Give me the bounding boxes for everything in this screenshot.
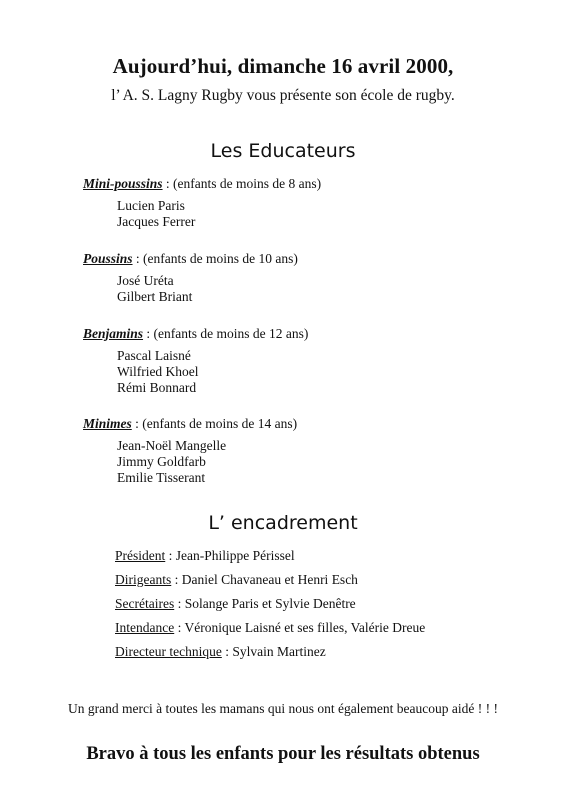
educator-name: Pascal Laisné	[117, 348, 191, 363]
educator-name: Jimmy Goldfarb	[117, 454, 206, 469]
group-description: : (enfants de moins de 8 ans)	[162, 176, 322, 191]
staff-row-dirigeants	[115, 572, 425, 596]
educator-name: Wilfried Khoel	[117, 364, 199, 379]
staff-row-president	[115, 548, 425, 572]
staff-value: : Jean-Philippe Périssel	[165, 548, 295, 563]
thanks-message: Un grand merci à toutes les mamans qui nous ont également beaucoup aidé ! ! !	[68, 701, 498, 716]
educator-name: Jean-Noël Mangelle	[117, 438, 227, 453]
educator-name: José Uréta	[117, 273, 174, 288]
staff-value: : Solange Paris et Sylvie Denêtre	[174, 596, 356, 611]
staff-role: Directeur technique	[115, 644, 222, 659]
group-header	[83, 326, 308, 342]
staff-value: : Daniel Chavaneau et Henri Esch	[171, 572, 358, 587]
bravo-message: Bravo à tous les enfants pour les résultats obtenus	[86, 744, 480, 764]
group-description: : (enfants de moins de 10 ans)	[132, 251, 298, 266]
group-header	[83, 176, 321, 192]
staff-row-intendance	[115, 620, 425, 644]
staff-role: Secrétaires	[115, 596, 175, 611]
group-description: : (enfants de moins de 12 ans)	[143, 326, 309, 341]
group-names	[117, 273, 298, 305]
group-category: Minimes	[83, 416, 132, 431]
page-subtitle: l’ A. S. Lagny Rugby vous présente son école de rugby.	[111, 87, 455, 104]
educator-name: Gilbert Briant	[117, 289, 193, 304]
group-category: Mini-poussins	[83, 176, 163, 191]
educateurs-heading: Les Educateurs	[210, 140, 356, 162]
educator-name: Lucien Paris	[117, 198, 185, 213]
group-minimes	[83, 416, 297, 486]
staff-row-secretaires	[115, 596, 425, 620]
group-header	[83, 416, 297, 432]
educator-name: Rémi Bonnard	[117, 380, 197, 395]
staff-role: Intendance	[115, 620, 175, 635]
page-title: Aujourd’hui, dimanche 16 avril 2000,	[112, 54, 454, 78]
staff-value: : Sylvain Martinez	[221, 644, 326, 659]
group-poussins	[83, 251, 298, 305]
group-names	[117, 198, 321, 230]
educator-name: Jacques Ferrer	[117, 214, 196, 229]
educator-name: Emilie Tisserant	[117, 470, 206, 485]
staff-list	[115, 548, 425, 668]
group-description: : (enfants de moins de 14 ans)	[131, 416, 298, 431]
group-category: Benjamins	[83, 326, 144, 341]
group-category: Poussins	[83, 251, 133, 266]
group-benjamins	[83, 326, 308, 396]
staff-role: Dirigeants	[115, 572, 172, 587]
group-mini-poussins	[83, 176, 321, 230]
staff-role: Président	[115, 548, 166, 563]
group-header	[83, 251, 298, 267]
group-names	[117, 348, 308, 396]
staff-row-directeur-technique	[115, 644, 425, 668]
encadrement-heading: L’ encadrement	[208, 512, 358, 534]
staff-value: : Véronique Laisné et ses filles, Valérie Dreue	[174, 620, 426, 635]
group-names	[117, 438, 297, 486]
